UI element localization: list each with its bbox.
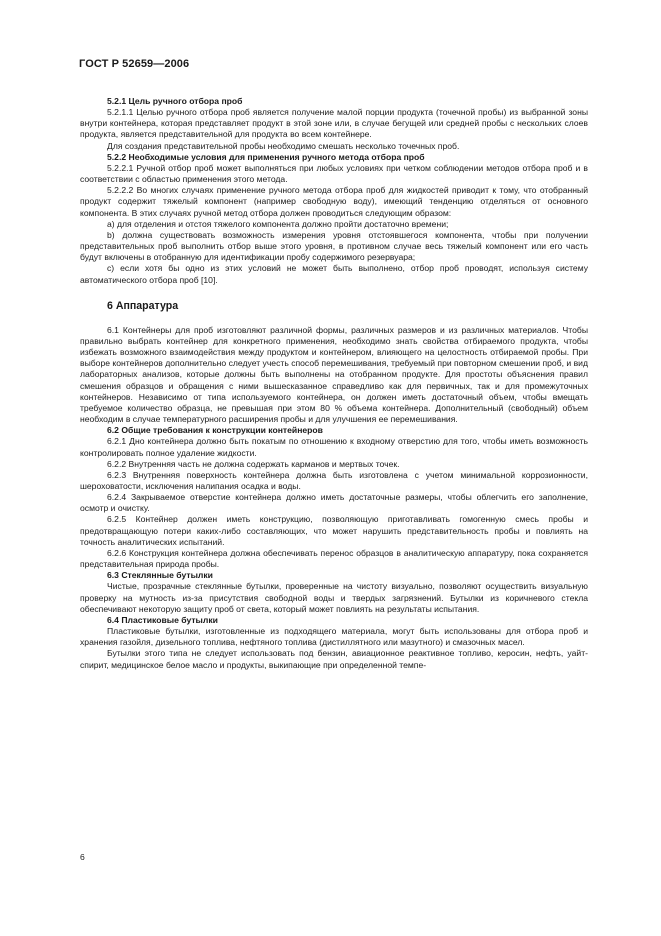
paragraph: 6.2.5 Контейнер должен иметь конструкцию, позволяющую приготавливать гомогенную смесь пробы и предотвращающую потери каких-либо составляющих, что может нарушить представительность пробы и повлиять на точность аналитических испытаний. [80,514,588,547]
heading-5-2-2: 5.2.2 Необходимые условия для применения ручного метода отбора проб [107,151,425,162]
list-item-a: а) для отделения и отстоя тяжелого компонента должно пройти достаточно времени; [107,218,449,229]
heading-6-4: 6.4 Пластиковые бутылки [107,614,218,625]
heading-6-2: 6.2 Общие требования к конструкции контейнеров [107,425,323,436]
paragraph: 6.2.1 Дно контейнера должно быть покатым по отношению к входному отверстию для того, чтобы иметь возможность контролировать полное удаление жидкости. [80,436,588,458]
paragraph: Бутылки этого типа не следует использовать под бензин, авиационное реактивное топливо, керосин, нефть, уайт-спирит, медицинское белое масло и продукты, выкипающие при определенной темпе- [80,648,588,670]
section-heading-6: 6 Аппаратура [107,299,179,312]
spacer [80,312,588,325]
paragraph: 5.2.2.1 Ручной отбор проб может выполняться при любых условиях при четком соблюдении методов отбора проб и в соответствии с областью применения этого метода. [80,162,588,185]
paragraph: 6.2.2 Внутренняя часть не должна содержать карманов и мертвых точек. [107,458,400,469]
paragraph: 6.2.6 Конструкция контейнера должна обеспечивать перенос образцов в аналитическую аппаратуру, пока сохраняется представительная природа пробы. [80,547,588,570]
paragraph: 6.2.4 Закрываемое отверстие контейнера должно иметь достаточные размеры, чтобы облегчить его заполнение, осмотр и очистку. [80,492,588,514]
paragraph: 5.2.2.2 Во многих случаях применение ручного метода отбора проб для жидкостей приводит к тому, что отобранный продукт содержит тяжелый компонент (например свободную воду), имеющий тенденцию отделяться от основного компонента. В этих случаях ручной метод отбора должен проводиться следующим образом: [80,185,588,218]
paragraph: 5.2.1.1 Целью ручного отбора проб является получение малой порции продукта (точечной пробы) из выбранной зоны внутри контейнера, которая представляет продукт в этой зоне или, в случае бегущей или средней пробы с нескольких слоев продукта, является представительной для продукта во всем контейнере. [80,107,588,140]
paragraph: 6.1 Контейнеры для проб изготовляют различной формы, различных размеров и из различных материалов. Чтобы правильно выбрать контейнер для конкретного применения, необходимо знать свойства отбираемого продукта, чтобы избежать возможного взаимодействия между продуктом и контейнером, влияющего на целостность отбираемой пробы. При выборе контейнеров дополнительно следует учесть способ перемешивания, требуемый при повторном смешении проб, и вид лабораторных анализов, которые должны быть выполнены на отобранном продукте. Для простоты объяснения правил смешения образцов и обращения с ними вышесказанное справедливо как для первичных, так и для промежуточных контейнеров. Независимо от типа используемого контейнера, он должен иметь достаточный объем, чтобы вмещать требуемое количество образца, не превышая при этом 80 % объема контейнера. Дополнительный (свободный) объем необходим в случае температурного расширения пробы и для улучшения ее перемешивания. [80,324,588,425]
list-item-b: b) должна существовать возможность измерения уровня отстоявшегося компонента, чтобы при получении представительных проб выполнить отбор выше этого уровня, в противном случае весь тяжелый компонент или его часть будут включены в отобранную для идентификации пробу содержимого резервуара; [80,229,588,263]
page-number: 6 [80,852,85,862]
document-body [80,96,588,671]
paragraph: 6.2.3 Внутренняя поверхность контейнера должна быть изготовлена с учетом минимальной коррозионности, шероховатости, исключения налипания осадка и воды. [80,469,588,491]
list-item-c: с) если хотя бы одно из этих условий не может быть выполнено, отбор проб проводят, используя систему автоматического отбора проб [10]. [80,263,588,285]
heading-6-3: 6.3 Стеклянные бутылки [107,570,213,581]
heading-5-2-1: 5.2.1 Цель ручного отбора проб [107,96,243,106]
paragraph: Для создания представительной пробы необходимо смешать несколько точечных проб. [107,140,460,151]
spacer [80,286,588,301]
paragraph: Чистые, прозрачные стеклянные бутылки, проверенные на чистоту визуально, позволяют осуществить визуальную проверку на мутность из-за присутствия свободной воды и твердых загрязнений. Бутылки из коричневого стекла обеспечивают некоторую защиту проб от света, который может повлиять на результаты испытания. [80,581,588,614]
document-header: ГОСТ Р 52659—2006 [79,58,190,70]
paragraph: Пластиковые бутылки, изготовленные из подходящего материала, могут быть использованы для отбора проб и хранения газойля, дизельного топлива, нефтяного топлива (дистиллятного или мазутного) и смазочных масел. [80,626,588,648]
